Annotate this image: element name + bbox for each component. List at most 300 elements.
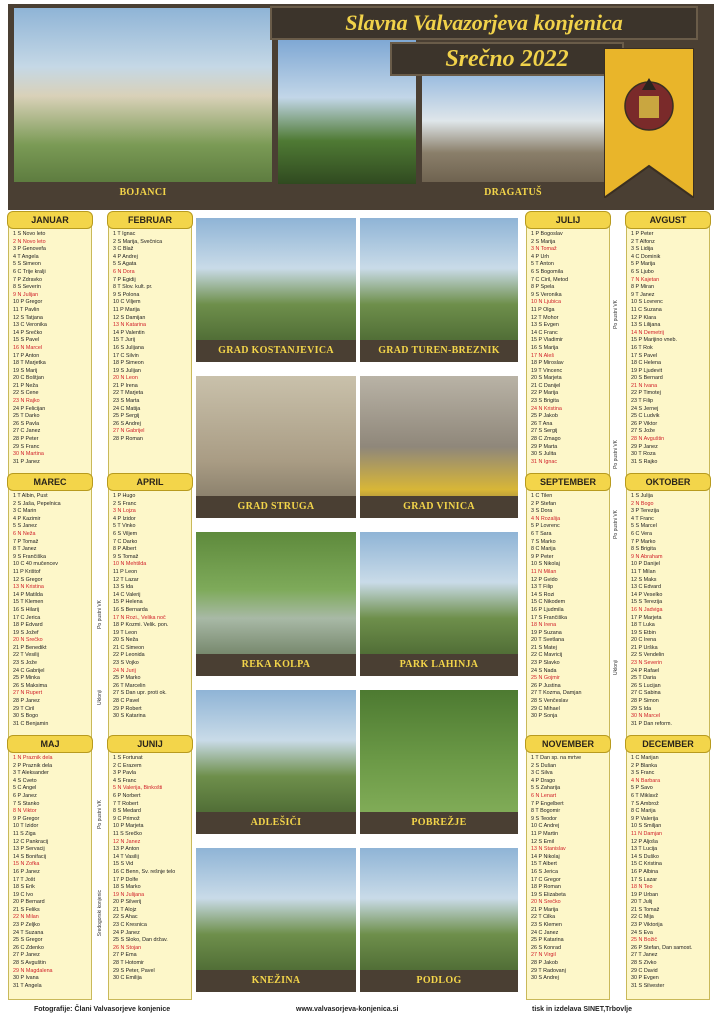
day-row: 12 N Janez [113,838,141,845]
month-title: FEBRUAR [107,211,193,229]
day-row: 6 P Norbert [113,792,141,799]
month-title: OKTOBER [625,473,711,491]
day-row: 27 S Jože [631,428,655,435]
month-december [626,739,710,1000]
photo-label: PARK LAHINJA [360,654,518,676]
day-row: 19 T Leon [113,629,138,636]
day-row: 26 P Viktor [631,420,658,427]
day-row: 12 P Gvido [531,576,558,583]
day-row: 9 N Abraham [631,553,663,560]
day-row: 21 Č Simeon [113,644,145,651]
day-row: 21 S Matej [531,644,557,651]
day-row: 9 P Gregor [13,815,40,822]
month-januar [8,215,92,476]
day-row: 1 T Dan sp. na mrtve [531,755,582,761]
photo-knezina [196,848,356,992]
day-row: 11 S Žiga [13,830,36,837]
month-september [526,477,610,738]
day-row: 21 S Feliks [13,906,40,913]
day-row: 27 P Ema [113,952,137,959]
day-row: 26 P Štefan, Dan samost. [631,944,693,951]
day-row: 14 S Duško [631,853,659,860]
day-row: 12 S Emil [531,838,555,845]
day-row: 15 S Terezija [631,599,663,606]
day-row: 22 Č Mavricij [531,652,563,659]
day-row: 15 P Marijino vneb. [631,337,678,344]
day-row: 23 S Brigita [531,398,559,405]
day-row: 5 T Anton [531,261,554,268]
month-november [526,739,610,1000]
day-row: 23 N Severin [631,660,663,667]
day-row: 7 N Kajetan [631,276,660,283]
photo-grad-struga [196,376,356,518]
day-row: 6 N Lenart [531,792,557,799]
month-title: MAREC [7,473,93,491]
day-row: 7 P Egidij [113,276,136,283]
day-row: 8 S Medard [113,808,141,815]
day-row: 29 P Robert [113,705,142,712]
day-row: 28 Č Pavel [113,698,140,705]
day-row: 16 N Jadviga [631,606,663,613]
day-row: 9 S Teodor [531,815,557,822]
day-row: 2 P Blanka [631,762,657,769]
month-oktober [626,477,710,738]
day-row: 15 S Pavel [13,337,40,344]
day-row: 8 T Janez [13,546,37,553]
day-row: 28 Č Zmago [531,436,561,443]
day-row: 20 N Srečko [531,899,561,906]
day-row: 18 S Erik [13,884,35,891]
day-row: 25 Č Ludvik [631,413,660,420]
day-row: 3 T Aleksander [13,770,49,777]
day-row: 6 Č Trije kralji [13,268,46,275]
day-row: 10 S Lovrenc [631,299,663,306]
footer-website-link[interactable]: www.valvasorjeva-konjenica.si [296,1006,399,1013]
day-row: 24 T Suzana [13,929,44,936]
day-row: 14 P Srečko [13,329,43,336]
day-row: 30 S Andrej [531,975,559,982]
day-row: 4 Č Dominik [631,253,661,260]
day-row: 15 P Helena [113,599,143,606]
day-row: 17 Č Gregor [531,876,561,883]
day-row: 22 P Timotej [631,390,661,397]
day-row: 11 S Srečko [113,830,142,837]
day-row: 10 P Marjeta [113,823,144,830]
title-banner: Slavna Valvazorjeva konjenica [270,6,698,40]
day-row: 21 P Irena [113,382,138,389]
day-row: 18 T Marjetka [13,360,46,367]
day-row: 25 P Minka [13,675,40,682]
day-row: 22 T Cilka [531,914,556,921]
day-row: 19 Č Ivo [13,891,34,898]
day-row: 22 T Vesilij [13,652,39,659]
day-row: 10 S Smiljan [631,823,662,830]
day-row: 22 S Vendelin [631,652,665,659]
day-row: 2 S Marija, Svečnica [113,238,163,245]
day-row: 15 P Vladimir [531,337,563,344]
month-avgust [626,215,710,476]
day-row: 3 N Lojza [113,508,136,515]
day-row: 29 Č Mihael [531,705,560,712]
day-row: 14 Č Valerij [113,591,141,598]
day-row: 27 Č Sabina [631,690,661,697]
day-row: 16 T Rok [631,344,653,351]
photo-label: GRAD KOSTANJEVICA [196,340,356,362]
coat-of-arms-flag [604,48,694,198]
day-row: 10 P Danijel [631,561,660,568]
day-row: 16 P Albina [631,868,659,875]
day-row: 14 P Matilda [13,591,43,598]
day-row: 27 T Janez [631,952,658,959]
day-row: 15 S Vid [113,861,134,868]
photo-grad-turen-breznik [360,218,518,362]
photo-pobrezje [360,690,518,834]
photo-reka-kolpa [196,532,356,676]
day-row: 14 P Valentin [113,329,145,336]
day-row: 17 S Pavel [631,352,658,359]
day-row: 12 P Klara [631,314,657,321]
day-row: 7 P Marko [631,538,656,545]
day-row: 23 S Vojko [113,660,139,667]
day-row: 4 P Andrej [113,253,138,260]
day-row: 25 T Daria [631,675,656,682]
day-row: 6 T Sara [531,530,552,537]
photo-podlog [360,848,518,992]
day-row: 29 Č David [631,967,658,974]
day-row: 17 N Aleš [531,352,555,359]
day-row: 17 P Marjeta [631,614,662,621]
day-row: 14 T Vasilij [113,853,139,860]
day-row: 18 N Irena [531,622,557,629]
day-row: 10 Č Andrej [531,823,560,830]
day-row: 20 N Leon [113,375,138,382]
day-row: 5 P Savo [631,785,653,792]
day-row: 17 S Lazar [631,876,658,883]
day-row: 7 S Marko [531,538,556,545]
day-row: 24 P Rafael [631,667,660,674]
day-row: 10 Č 40 mučencev [13,561,58,568]
day-row: 11 T Milan [631,568,656,575]
day-row: 7 Č Ciril, Metod [531,276,569,283]
day-row: 1 T Albin, Pust [13,493,48,499]
day-row: 28 T Hotomir [113,960,144,967]
day-row: 5 S Janez [13,523,37,530]
day-row: 11 T Pavlin [13,306,40,313]
day-row: 28 P Roman [113,436,143,443]
day-row: 20 P Bernard [13,899,45,906]
day-row: 5 P Lovrenc [531,523,560,530]
day-row: 27 Č Janez [13,428,41,435]
day-row: 30 Č Emilija [113,975,142,982]
day-row: 30 P Evgen [631,975,659,982]
day-row: 25 T Darko [13,413,40,420]
day-row: 28 S Venčeslav [531,698,569,705]
day-row: 19 S Etbin [631,629,656,636]
day-row: 17 Č Silvin [113,352,139,359]
day-row: 30 S Julita [531,451,557,458]
day-row: 2 S Dušan [531,762,557,769]
day-row: 18 P Simeon [113,360,144,367]
day-row: 28 P Peter [13,436,39,443]
month-maj [8,739,92,1000]
day-row: 3 N Tomaž [531,246,557,253]
day-row: 7 T Robert [113,800,139,807]
day-row: 9 S Tomaž [113,553,139,560]
day-row: 27 S Dan upr. proti ok. [113,690,167,697]
day-row: 15 N Zofka [13,861,40,868]
day-row: 20 P Silverij [113,899,142,906]
day-row: 29 S Ida [631,705,652,712]
day-row: 18 T Luka [631,622,655,629]
day-row: 27 T Kozma, Damjan [531,690,582,697]
month-title: JANUAR [7,211,93,229]
photo-park-lahinja [360,532,518,676]
year-banner: Srečno 2022 [390,42,624,76]
day-row: 28 S Živko [631,960,657,967]
day-row: 17 T Jošt [13,876,35,883]
day-row: 9 P Valerija [631,815,659,822]
day-row: 21 S Tomaž [631,906,660,913]
day-row: 28 S Avguštin [13,960,46,967]
day-row: 16 S Marija [531,344,559,351]
day-row: 16 S Jerica [531,868,558,875]
day-row: 19 N Julijana [113,891,145,898]
day-row: 4 P Izidor [113,515,136,522]
day-row: 5 Č Angel [13,785,37,792]
day-row: 8 S Severin [13,284,41,291]
day-row: 8 T Slov. kult. pr. [113,284,153,291]
day-row: 5 T Vinko [113,523,136,530]
day-row: 2 S Marija [531,238,556,245]
photo-label: GRAD STRUGA [196,496,356,518]
day-row: 29 N Magdalena [13,967,53,974]
day-row: 17 S Frančiška [531,614,567,621]
day-row: 12 T Mohor [531,314,559,321]
day-row: 20 Č Boštjan [13,375,44,382]
side-note: Uklonji [613,660,619,676]
day-row: 26 S Andrej [113,420,141,427]
day-row: 4 S Franc [113,777,137,784]
day-row: 12 P Aljoša [631,838,658,845]
footer-print-credit: tisk in izdelava SINET,Trbovlje [532,1006,632,1013]
day-row: 15 T Albert [531,861,557,868]
month-title: AVGUST [625,211,711,229]
day-row: 28 P Janez [13,698,40,705]
day-row: 23 S Jože [13,660,37,667]
day-row: 20 Č Irena [631,637,657,644]
day-row: 10 N Mehtilda [113,561,147,568]
day-row: 13 Č Veronika [13,322,47,329]
day-row: 2 S Franc [113,500,137,507]
day-row: 23 N Rajko [13,398,40,405]
day-row: 3 Č Silva [531,770,553,777]
day-row: 20 T Julij [631,899,653,906]
day-row: 13 P Anton [113,846,140,853]
header-photo-dragatus [422,76,604,204]
day-row: 8 Č Marija [631,808,656,815]
month-april [108,477,192,738]
day-row: 11 P Olga [531,306,555,313]
day-row: 10 T Izidor [13,823,39,830]
day-row: 8 T Bogomir [531,808,561,815]
day-row: 19 S Elizabeta [531,891,566,898]
day-row: 12 T Lazar [113,576,139,583]
day-row: 3 S Lidija [631,246,654,253]
day-row: 19 S Julijan [113,367,141,374]
day-row: 14 N Demetrij [631,329,664,336]
day-row: 17 Č Jerica [13,614,41,621]
day-row: 15 Č Kristina [631,861,662,868]
day-row: 30 P Ivana [13,975,39,982]
month-februar [108,215,192,476]
day-row: 8 Č Marija [531,546,556,553]
day-row: 22 N Milan [13,914,39,921]
day-row: 25 P Jakob [531,413,558,420]
day-row: 3 P Terezija [631,508,659,515]
day-row: 11 P Martin [531,830,559,837]
month-title: MAJ [7,735,93,753]
day-row: 6 P Janez [13,792,37,799]
day-row: 5 S Agata [113,261,137,268]
day-row: 12 S Damijan [113,314,146,321]
day-row: 28 P Simon [631,698,659,705]
day-row: 6 S Viljem [113,530,138,537]
day-row: 19 P Urban [631,891,659,898]
month-junij [108,739,192,1000]
day-row: 19 P Suzana [531,629,562,636]
day-row: 31 T Angela [13,982,42,989]
day-row: 13 P Servacij [13,846,45,853]
day-row: 29 P Janez [631,443,658,450]
day-row: 26 P Justina [531,682,561,689]
day-row: 24 Č Janez [531,929,559,936]
day-row: 24 S Eva [631,929,653,936]
day-row: 13 Č Edvard [631,584,661,591]
day-row: 8 N Viktor [13,808,37,815]
day-row: 20 S Neža [113,637,139,644]
day-row: 22 S Ahac [113,914,138,921]
header-photo-bojanci [14,8,272,204]
day-row: 3 S Dora [531,508,553,515]
day-row: 23 P Slavko [531,660,560,667]
day-row: 9 P Peter [531,553,554,560]
day-row: 29 P Marta [531,443,558,450]
day-row: 29 S Peter, Pavel [113,967,155,974]
day-row: 3 P Genovefa [13,246,46,253]
side-note: Uklonji [97,690,103,706]
day-row: 29 S Franc [13,443,40,450]
day-row: 25 P Katarina [531,937,564,944]
day-row: 4 P Kazimir [13,515,41,522]
day-row: 21 P Marija [531,906,559,913]
day-row: 4 N Rozalija [531,515,561,522]
day-row: 1 Č Marijan [631,755,659,761]
day-row: 13 S Evgen [531,322,559,329]
day-row: 8 S Brigita [631,546,656,553]
day-row: 16 S Hilarij [13,606,40,613]
day-row: 25 N Božič [631,937,658,944]
day-row: 27 S Sergij [531,428,558,435]
day-row: 24 N Jurij [113,667,136,674]
day-row: 21 P Neža [13,382,39,389]
day-row: 14 Č Franc [531,329,558,336]
day-row: 16 P Ljudmila [531,606,564,613]
day-row: 1 N Praznik dela [13,755,53,761]
day-row: 7 P Tomaž [13,538,39,545]
day-row: 25 P Marko [113,675,141,682]
day-row: 13 N Stanislav [531,846,566,853]
day-row: 14 P Veselko [631,591,663,598]
day-row: 7 P Zdravko [13,276,42,283]
day-row: 10 Č Viljem [113,299,141,306]
day-row: 14 P Nikolaj [531,853,560,860]
month-title: JULIJ [525,211,611,229]
day-row: 10 N Ljubica [531,299,561,306]
day-row: 17 N Rozi., Velika noč [113,614,166,621]
day-row: 27 P Janez [13,952,40,959]
day-row: 13 N Katarina [113,322,146,329]
photo-label: ADLEŠIČI [196,812,356,834]
day-row: 18 Č Helena [631,360,661,367]
day-row: 31 P Dan reform. [631,720,672,727]
day-row: 23 S Marta [113,398,140,405]
day-row: 23 S Klemen [531,922,562,929]
day-row: 11 Č Suzana [631,306,662,313]
day-row: 5 S Marcel [631,523,657,530]
day-row: 9 Č Primož [113,815,140,822]
day-row: 12 Č Pankracij [13,838,49,845]
day-row: 13 T Lucija [631,846,658,853]
day-row: 31 S Rajko [631,458,658,465]
footer-photos-credit: Fotografije: Člani Valvasorjeve konjenice [34,1006,171,1013]
day-row: 1 S Fortunat [113,755,143,761]
day-row: 2 S Jaša, Pepelnica [13,500,61,507]
day-row: 22 P Marija [531,390,559,397]
day-row: 1 P Bogoslav [531,231,563,237]
day-row: 7 Č Darko [113,538,138,545]
day-row: 27 N Rupert [13,690,43,697]
day-row: 5 P Marija [631,261,656,268]
day-row: 4 S Cveto [13,777,37,784]
day-row: 9 N Julijan [13,291,39,298]
day-row: 27 N Gabrijel [113,428,145,435]
day-row: 3 P Pavla [113,770,136,777]
day-row: 25 S Gregor [13,937,43,944]
day-row: 21 T Alojz [113,906,137,913]
day-row: 4 P Urh [531,253,550,260]
day-row: 2 Č Erazem [113,762,142,769]
day-row: 15 T Jurij [113,337,135,344]
day-row: 6 S Ljubo [631,268,654,275]
day-row: 9 S Polona [113,291,140,298]
day-row: 12 S Tatjana [13,314,43,321]
day-row: 1 T Ignac [113,231,136,237]
day-row: 23 P Viktorija [631,922,663,929]
day-row: 13 T Filip [531,584,553,591]
day-row: 8 P Miran [631,284,654,291]
day-row: 27 N Virgil [531,952,556,959]
day-row: 21 P Urška [631,644,658,651]
day-row: 2 P Štefan [531,500,557,507]
day-row: 19 T Vincenc [531,367,563,374]
day-row: 14 S Bonifacij [13,853,46,860]
month-marec [8,477,92,738]
day-row: 29 T Radovanj [531,967,566,974]
day-row: 26 N Stojan [113,944,142,951]
day-row: 10 S Nikolaj [531,561,560,568]
day-row: 21 P Benedikt [13,644,47,651]
day-row: 11 P Leon [113,568,138,575]
